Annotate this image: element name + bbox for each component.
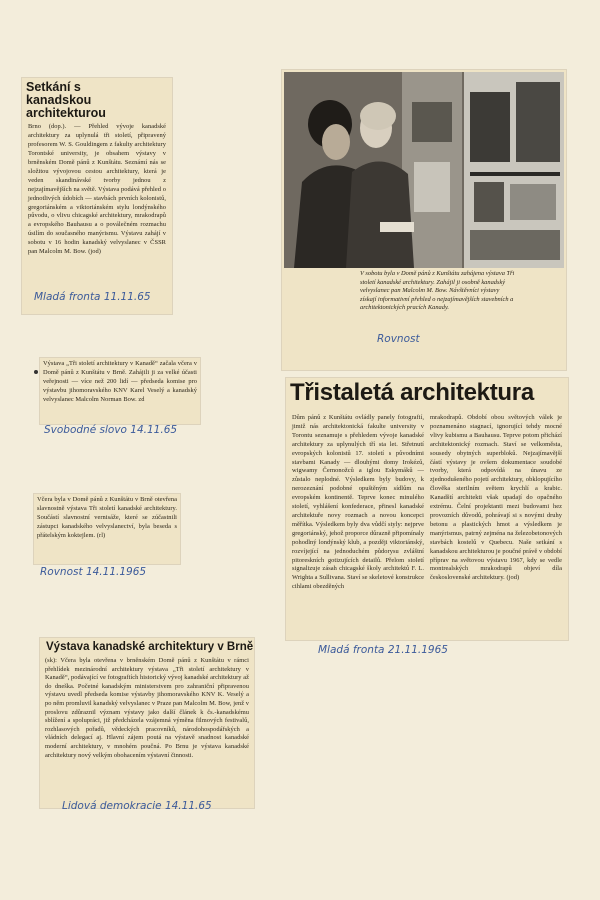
newspaper-clipping-short [40, 358, 200, 424]
article-column-2 [430, 414, 562, 583]
handwritten-source-note: Rovnost [377, 333, 420, 345]
handwritten-source-note: Svobodné slovo 14.11.65 [44, 424, 178, 436]
clipping-text: Brno (dop.). — Přehled vývoje kanadské architektury za uplynulá tři století, připravený profesorem W. S. Gouldingem z fakulty architektury Torontské university, je obsahem výstavy v brněnském Domě pánů z Kunštátu. Seznámí nás se složitou vývojovou cestou architektury, která je veden skandinávské tvorby jednou z nejzajímavějších na světě. Výstava podává přehled o jednotlivých údobích — stavbách prvních kolonistů, gregoriánském a viktoriánském stylu londýnského původu, o vlivu chicagské architektury, mrakodrapů a evropského Bauhausu a o poválečném rozmachu úsilím do současného manýrismu. Výstavu zahájí v sobotu v 16 hodin kanadský velvyslanec v ČSSR pan Malcolm M. Bow. (jod) [28, 123, 166, 256]
newspaper-clipping-setkani [22, 78, 172, 314]
handwritten-source-note: Mladá fronta 11.11.65 [34, 291, 151, 303]
article-column-1 [292, 414, 424, 592]
clipping-text: Výstava „Tři století architektury v Kanadě“ začala včera v Domě pánů z Kunštátu v Brně. Zahájili ji za velké účasti veřejnosti — více než 200 lidí — předseda komise pro výstavbu jihomoravského KNV Karel Veselý a kanadský velvyslanec Malcolm Norman Bow. zd [43, 360, 197, 403]
clipping-text: mrakodrapů. Období obou světových válek je poznamenáno stagnací, ignorující tehdy mocné vlivy kubismu a Bauhausu. Teprve potom přichází architektonický rozmach. Staví se velkoměsta, sousedy obytných superbloků. Nejzajímavější částí výstavy je ovšem dokumentace soudobé tvorby, která odpovídá na únavu ze zjednodušeného pojetí architektury, obklopujícího člověka sterilním světem krychlí a krabic. Kanadští architekti však upadají do opačného extrému. Čelní projektanti mezi budovami hez provozních důvodů, pohrávají si s novými druhy betonu a plastických hmot a výsledkem je manýrismus, patrný zejména na železobetonových stavbách kostelů v Quebecu. Naše setkání s kanadskou architekturou je poučné právě v období příprav na světovou výstavu 1967, kdy se vedle montrealských mrakodrapů objeví díla československé architektury. (jod) [430, 414, 562, 582]
photo-caption: V sobotu byla v Domě pánů z Kunštátu zahájena výstava Tři století kanadské architektury. Zahájil ji osobně kanadský velvyslanec pan Malcolm M. Bow. Návštěvníci výstavy získají informativní přehled o nejzajímavějších stavebních a architektonických pracích Kanady. [360, 270, 515, 311]
newspaper-clipping-tristaleta [286, 378, 568, 640]
clipping-text: Dům pánů z Kunštátu ovládly panely fotografií, jimiž nás architektonická fakulte university v Torontu seznamuje s přehledem vývoje kanadské architektury za uplynulých tří sta let. Střetnutí evropských kolonistů 17. století s původními stavbami Kanady — dlouhými domy Irokézů, wigwamy Černonožců a iglou Eskymáků — zůstalo neplodné. Výsledkem byly budovy, k nerozeznání podobné opuštěným sídlům na evropském kontinentě. Teprve konec minulého století, vyhlášení konfederace, přinesl kanadské architektuře novy rozmach a novou koncepci měřítka. Výsledkem byly dva vůdčí styly: nejprve gregoriánský, jehož proporce důrazně připomínaly pohodlný londýnský klub, a později viktoriánský, rozvíjející na jednoduchém půdorysu zvláštní pitoreskních gotizujících detailů. Přelom století signalizuje zásah chicagské školy architektů F. L. Wrighta a Sullivana. Staví se skeletové konstrukce cihlami obezděných [292, 414, 424, 591]
clipping-headline: Třistaletá architektura [290, 379, 534, 406]
newspaper-clipping-short [34, 494, 180, 564]
clipping-headline: Setkání s kanadskou architekturou [26, 80, 106, 121]
handwritten-source-note: Mladá fronta 21.11.1965 [318, 644, 448, 656]
clipping-headline: Výstava kanadské architektury v Brně [46, 641, 254, 653]
handwritten-source-note: Rovnost 14.11.1965 [40, 566, 147, 578]
exhibition-photo [284, 72, 564, 268]
clipping-text: (sk): Včera byla otevřena v brněnském Domě pánů z Kunštátu v rámci přehlídek mezinárodní architektury výstava „Tři století architektury v Kanadě“, podávající ve fotografiích historický vývoj kanadské architektury až do dneška. Početné kanadským ministerstvem pro zahraniční připravenou výstavu uvedl předseda komise výstavby jihomoravského KNV K. Veselý a po něm promluvil kanadský velvyslanec v Praze pan Malcolm M. Bow, jenž v proslovu zdůraznil význam výstavy jako další článek k čs.-kanadskému sblížení a spolupráci, již předcházela vzájemná výměna filmových festivalů, rozhlasových pořadů, vědeckých pracovníků, národohospodářských a vládních delegací aj. Hlavní zájem poutá na výstavě snadnost kanadské moderní architektury, v mnohém poučná. Po Brnu je výstava kanadské architektury nový velkým obohacením výstavní činnosti. [45, 657, 249, 759]
handwritten-source-note: Lidová demokracie 14.11.65 [62, 800, 212, 812]
newspaper-clipping-vystava [40, 638, 254, 808]
clipping-text: Včera byla v Domě pánů z Kunštátu v Brně otevřena slavnostně výstava Tři století kanadské architektury. Součástí slavnostní vernisáže, které se zúčastnili zástupci kanadského velvyslanectví, byla beseda s přátelským koktejlem. (rl) [37, 496, 177, 539]
photo-clipping [282, 70, 566, 370]
bullet-dot [34, 370, 38, 374]
exhibition-photo-image [284, 72, 564, 268]
